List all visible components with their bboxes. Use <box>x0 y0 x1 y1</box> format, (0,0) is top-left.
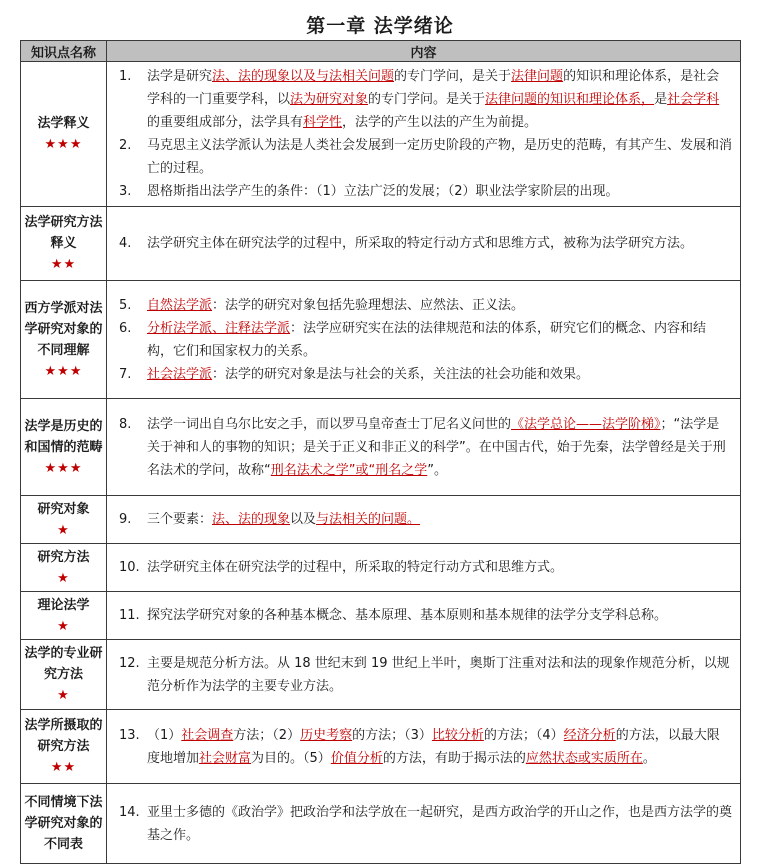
content-list <box>115 801 732 847</box>
topic-column-header: 知识点名称 <box>21 41 107 62</box>
item-text <box>147 508 732 531</box>
list-item <box>115 134 732 180</box>
text-segment: ，法学的产生以法的产生为前提。 <box>342 115 538 130</box>
text-segment: ；“法学是关于神和人的事物的知识；是关于正义和非正义的科学”。在中国古代，始于先秦，法学曾经是关于刑名法术的学问，故称“ <box>147 416 726 478</box>
text-segment: ：法学的研究对象是法与社会的关系，关注法的社会功能和效果。 <box>212 366 590 382</box>
highlighted-term: 价值分析 <box>330 750 383 766</box>
item-text <box>147 604 732 627</box>
item-text <box>147 65 732 134</box>
text-segment: 的方法，有助于揭示法的 <box>382 750 526 766</box>
table-row <box>21 784 741 864</box>
item-number: 6. <box>119 320 132 336</box>
topic-cell <box>21 399 107 496</box>
content-cell <box>107 640 741 710</box>
content-list <box>115 232 732 255</box>
content-cell <box>107 62 741 207</box>
list-item <box>115 556 732 579</box>
list-item <box>115 294 732 317</box>
text-segment: 的知识和理论体系，是社会学科的一门重要学科，以 <box>147 69 720 107</box>
list-item <box>115 801 732 847</box>
topic-cell <box>21 640 107 710</box>
topic-name: 法学研究方法释义 <box>24 215 103 251</box>
content-cell <box>107 496 741 544</box>
list-item <box>115 317 732 363</box>
content-list <box>115 724 732 770</box>
item-text <box>147 363 732 386</box>
content-list <box>115 65 732 203</box>
highlighted-term: 社会调查 <box>181 727 234 743</box>
table-body <box>21 62 741 864</box>
item-text <box>147 134 732 180</box>
content-cell <box>107 281 741 399</box>
highlighted-term: 社会法学派 <box>147 366 213 382</box>
importance-stars: ★ <box>57 522 70 538</box>
importance-stars: ★★★ <box>44 363 83 379</box>
item-text <box>147 180 732 203</box>
item-text <box>147 294 732 317</box>
content-list <box>115 294 732 386</box>
highlighted-term: 社会财富 <box>199 750 252 766</box>
topic-cell <box>21 784 107 864</box>
list-item <box>115 180 732 203</box>
importance-stars: ★★★ <box>44 460 83 476</box>
table-row <box>21 62 741 207</box>
highlighted-term: 比较分析 <box>431 727 484 743</box>
item-number: 7. <box>119 366 132 382</box>
item-number: 1. <box>119 69 132 84</box>
topic-cell <box>21 544 107 592</box>
importance-stars: ★★ <box>50 760 77 775</box>
table-row <box>21 710 741 784</box>
text-segment: 恩格斯指出法学产生的条件：（1）立法广泛的发展；（2）职业法学家阶层的出现。 <box>147 184 619 199</box>
highlighted-term: 法、法的现象 <box>212 512 291 527</box>
topic-cell <box>21 496 107 544</box>
item-text <box>147 232 732 255</box>
item-text <box>147 556 732 579</box>
item-number: 8. <box>119 416 132 432</box>
text-segment: 的重要组成部分，法学具有 <box>147 115 304 130</box>
list-item <box>115 604 732 627</box>
highlighted-term: 《法学总论——法学阶梯》 <box>511 416 661 432</box>
content-list <box>115 413 732 482</box>
content-column-header: 内容 <box>107 41 741 62</box>
text-segment: ：法学的研究对象包括先验理想法、应然法、正义法。 <box>212 297 525 313</box>
importance-stars: ★★★ <box>44 137 83 152</box>
content-cell <box>107 399 741 496</box>
highlighted-term: 自然法学派 <box>147 297 213 313</box>
importance-stars: ★ <box>57 570 70 586</box>
highlighted-term: 刑名法术之学”或“刑名之学 <box>270 462 428 478</box>
highlighted-term: 与法相关的问题。 <box>316 512 421 527</box>
list-item <box>115 232 732 255</box>
item-number: 9. <box>119 512 132 527</box>
content-cell <box>107 784 741 864</box>
content-cell <box>107 207 741 281</box>
item-number: 3. <box>119 184 132 199</box>
topic-name: 研究方法 <box>37 549 90 565</box>
content-list <box>115 508 732 531</box>
topic-cell <box>21 710 107 784</box>
text-segment: 法学研究主体在研究法学的过程中，所采取的特定行动方式和思维方式。 <box>147 560 564 575</box>
topic-name: 法学释义 <box>37 116 90 131</box>
table-row <box>21 496 741 544</box>
table-row <box>21 640 741 710</box>
list-item <box>115 65 732 134</box>
item-number: 11. <box>119 608 140 623</box>
text-segment: 亚里士多德的《政治学》把政治学和法学放在一起研究，是西方政治学的开山之作，也是西方法学的奠基之作。 <box>147 804 733 843</box>
topic-cell <box>21 592 107 640</box>
table-row <box>21 399 741 496</box>
text-segment: 法学一词出自乌尔比安之手，而以罗马皇帝查士丁尼名义问世的 <box>147 416 512 432</box>
text-segment: 法学是研究 <box>147 69 213 84</box>
importance-stars: ★★ <box>50 257 77 272</box>
item-number: 5. <box>119 297 132 313</box>
page-title: 第一章 法学绪论 <box>306 15 454 37</box>
list-item <box>115 413 732 482</box>
item-text <box>147 652 732 698</box>
topic-name: 法学的专业研究方法 <box>24 646 103 682</box>
content-list <box>115 556 732 579</box>
item-number: 12. <box>119 655 140 671</box>
text-segment: （1） <box>147 727 182 743</box>
importance-stars: ★ <box>57 618 70 634</box>
text-segment: 三个要素： <box>147 512 213 527</box>
knowledge-table <box>20 40 741 864</box>
text-segment: 的方法，以最大限度地增加 <box>147 727 720 766</box>
text-segment: 法学研究主体在研究法学的过程中，所采取的特定行动方式和思维方式，被称为法学研究方法。 <box>147 236 694 251</box>
content-cell <box>107 592 741 640</box>
table-row <box>21 592 741 640</box>
item-number: 2. <box>119 138 132 153</box>
highlighted-term: 法律问题的知识和理论体系， <box>485 92 655 107</box>
item-number: 4. <box>119 236 132 251</box>
item-text <box>147 724 732 770</box>
content-list <box>115 604 732 627</box>
item-text <box>147 413 732 482</box>
highlighted-term: 法、法的现象以及与法相关问题 <box>212 69 395 84</box>
topic-name: 理论法学 <box>37 597 90 613</box>
text-segment: 以及 <box>290 512 317 527</box>
text-segment: 探究法学研究对象的各种基本概念、基本原理、基本原则和基本规律的法学分支学科总称。 <box>147 608 668 623</box>
highlighted-term: 分析法学派、注释法学派 <box>147 320 291 336</box>
list-item <box>115 363 732 386</box>
highlighted-term: 社会学科 <box>667 92 720 107</box>
text-segment: 方法；（2） <box>233 727 301 743</box>
text-segment: ”。 <box>427 462 447 478</box>
highlighted-term: 法律问题 <box>511 69 564 84</box>
text-segment: 是 <box>654 92 668 107</box>
importance-stars: ★ <box>57 688 70 703</box>
item-number: 10. <box>119 560 140 575</box>
table-row <box>21 544 741 592</box>
topic-name: 法学所摄取的研究方法 <box>24 718 103 754</box>
content-list <box>115 652 732 698</box>
text-segment: 的方法；（4） <box>483 727 564 743</box>
list-item <box>115 652 732 698</box>
text-segment: 。 <box>642 750 656 766</box>
item-text <box>147 801 732 847</box>
content-cell <box>107 544 741 592</box>
topic-cell <box>21 281 107 399</box>
list-item <box>115 724 732 770</box>
highlighted-term: 法为研究对象 <box>290 92 369 107</box>
topic-cell <box>21 207 107 281</box>
item-text <box>147 317 732 363</box>
text-segment: 马克思主义法学派认为法是人类社会发展到一定历史阶段的产物，是历史的范畴，有其产生、发展和消亡的过程。 <box>147 138 733 176</box>
highlighted-term: 历史考察 <box>300 727 353 743</box>
text-segment: 主要是规范分析方法。从 18 世纪末到 19 世纪上半叶，奥斯丁注重对法和法的现象作规范分析，以规范分析作为法学的主要专业方法。 <box>147 655 730 694</box>
text-segment: 为目的。（5） <box>251 750 331 766</box>
table-row <box>21 207 741 281</box>
table-header-row <box>21 41 741 62</box>
topic-name: 西方学派对法学研究对象的不同理解 <box>24 300 103 358</box>
text-segment: 的专门学问，是关于 <box>394 69 512 84</box>
topic-name: 研究对象 <box>37 501 90 517</box>
highlighted-term: 经济分析 <box>563 727 616 743</box>
table-row <box>21 281 741 399</box>
list-item <box>115 508 732 531</box>
topic-name: 法学是历史的和国情的范畴 <box>24 418 103 455</box>
topic-cell <box>21 62 107 207</box>
item-number: 14. <box>119 804 140 820</box>
item-number: 13. <box>119 727 140 743</box>
text-segment: ：法学应研究实在法的法律规范和法的体系，研究它们的概念、内容和结构，它们和国家权力的关系。 <box>147 320 707 359</box>
text-segment: 的方法；（3） <box>352 727 432 743</box>
topic-name: 不同情境下法学研究对象的不同表 <box>24 795 103 852</box>
text-segment: 的专门学问。是关于 <box>368 92 486 107</box>
highlighted-term: 科学性 <box>303 115 343 130</box>
highlighted-term: 应然状态或实质所在 <box>525 750 643 766</box>
content-cell <box>107 710 741 784</box>
